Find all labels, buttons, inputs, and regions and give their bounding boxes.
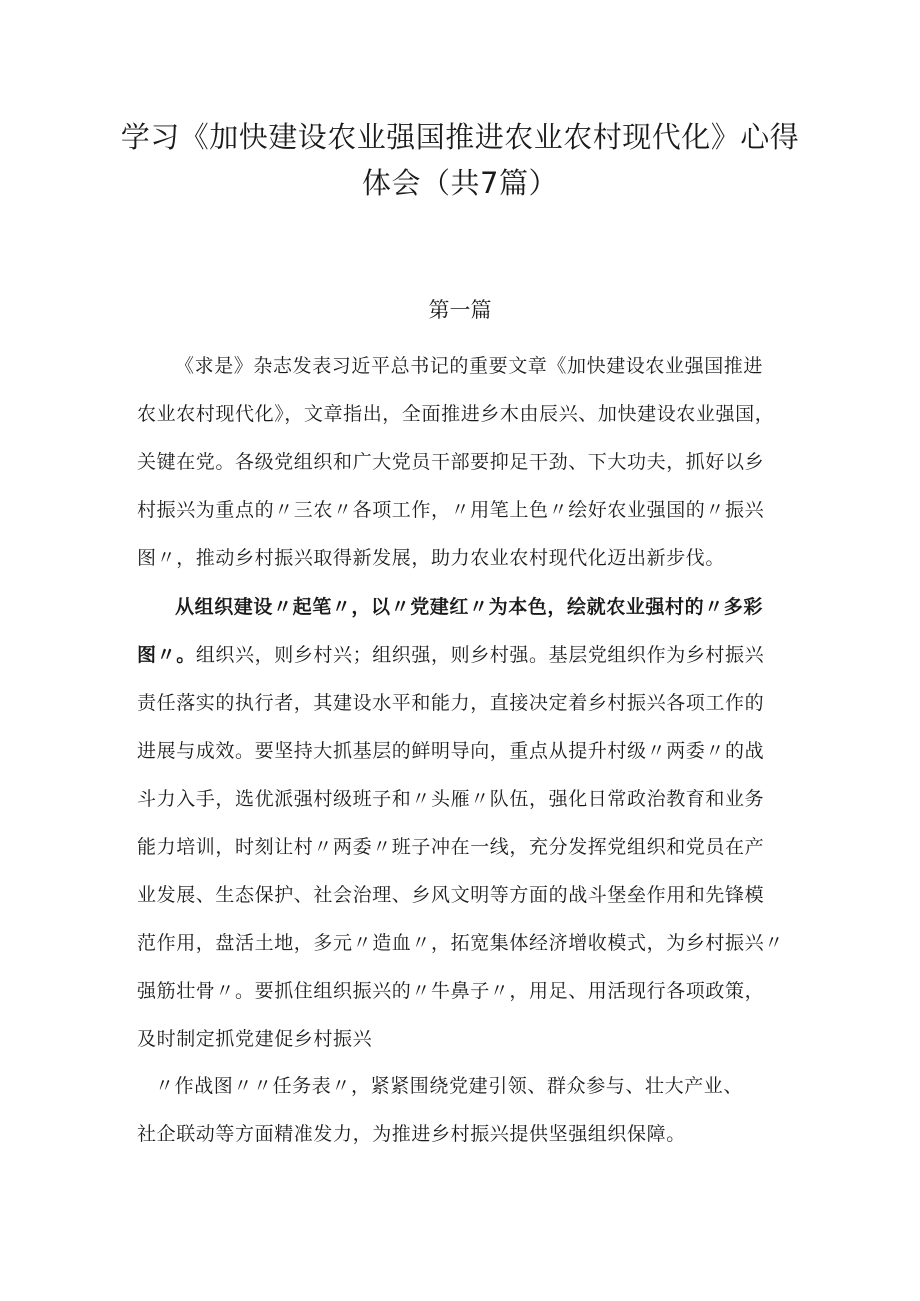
paragraph-2-line-2 <box>137 641 764 669</box>
paragraph-1-line-2: 农业农村现代化》，文章指出，全面推进乡木由辰兴、加快建设农业强国， <box>137 403 775 425</box>
paragraph-2-line-8: 范作用，盘活土地，多元〃造血〃，拓宽集体经济增收模式，为乡村振兴〃 <box>137 932 784 954</box>
paragraph-2-line-6: 能力培训，时刻让村〃两委〃班子冲在一线，充分发挥党组织和党员在产 <box>137 836 765 858</box>
paragraph-2-heading-line-1: 从组织建设〃起笔〃，以〃党建红〃为本色，绘就农业强村的〃多彩 <box>175 596 764 618</box>
paragraph-2-line-7: 业发展、生态保护、社会治理、乡风文明等方面的战斗堡垒作用和先锋模 <box>137 884 765 906</box>
paragraph-1-line-5: 图〃，推动乡村振兴取得新发展，助力农业农村现代化迈出新步伐。 <box>137 547 726 569</box>
paragraph-2-line-4: 进展与成效。要坚持大抓基层的鲜明导向，重点从提升村级〃两委〃的战 <box>137 740 765 762</box>
paragraph-2-line-12: 社企联动等方面精准发力，为推进乡村振兴提供坚强组织保障。 <box>137 1123 686 1145</box>
section-heading: 第一篇 <box>428 298 492 322</box>
title-line-2: 体会（共7篇） <box>362 166 558 200</box>
paragraph-2-heading-line-2: 图〃。 <box>137 644 196 666</box>
paragraph-1-line-3: 关键在党。各级党组织和广大党员干部要抑足干劲、下大功夫，抓好以乡 <box>137 451 765 473</box>
paragraph-2-line-2-text: 组织兴，则乡村兴；组织强，则乡村强。基层党组织作为乡村振兴 <box>195 644 765 666</box>
document-title <box>120 114 800 206</box>
paragraph-2-line-5: 斗力入手，选优派强村级班子和〃头雁〃队伍，强化日常政治教育和业务 <box>137 788 765 810</box>
paragraph-1-line-1: 《求是》杂志发表习近平总书记的重要文章《加快建设农业强国推进 <box>175 355 764 377</box>
title-line-1: 学习《加快建设农业强国推进农业农村现代化》心得 <box>120 120 800 154</box>
paragraph-2-line-3: 责任落实的执行者，其建设水平和能力，直接决定着乡村振兴各项工作的 <box>137 692 765 714</box>
paragraph-2-line-9: 强筋壮骨〃。要抓住组织振兴的〃牛鼻子〃，用足、用活现行各项政策， <box>137 980 765 1002</box>
paragraph-2-line-11: 〃作战图〃〃任务表〃，紧紧围绕党建引领、群众参与、壮大产业、 <box>155 1075 744 1097</box>
paragraph-2-line-10: 及时制定抓党建促乡村振兴 <box>137 1028 373 1050</box>
paragraph-1-line-4: 村振兴为重点的〃三农〃各项工作，〃用笔上色〃绘好农业强国的〃振兴 <box>137 499 765 521</box>
